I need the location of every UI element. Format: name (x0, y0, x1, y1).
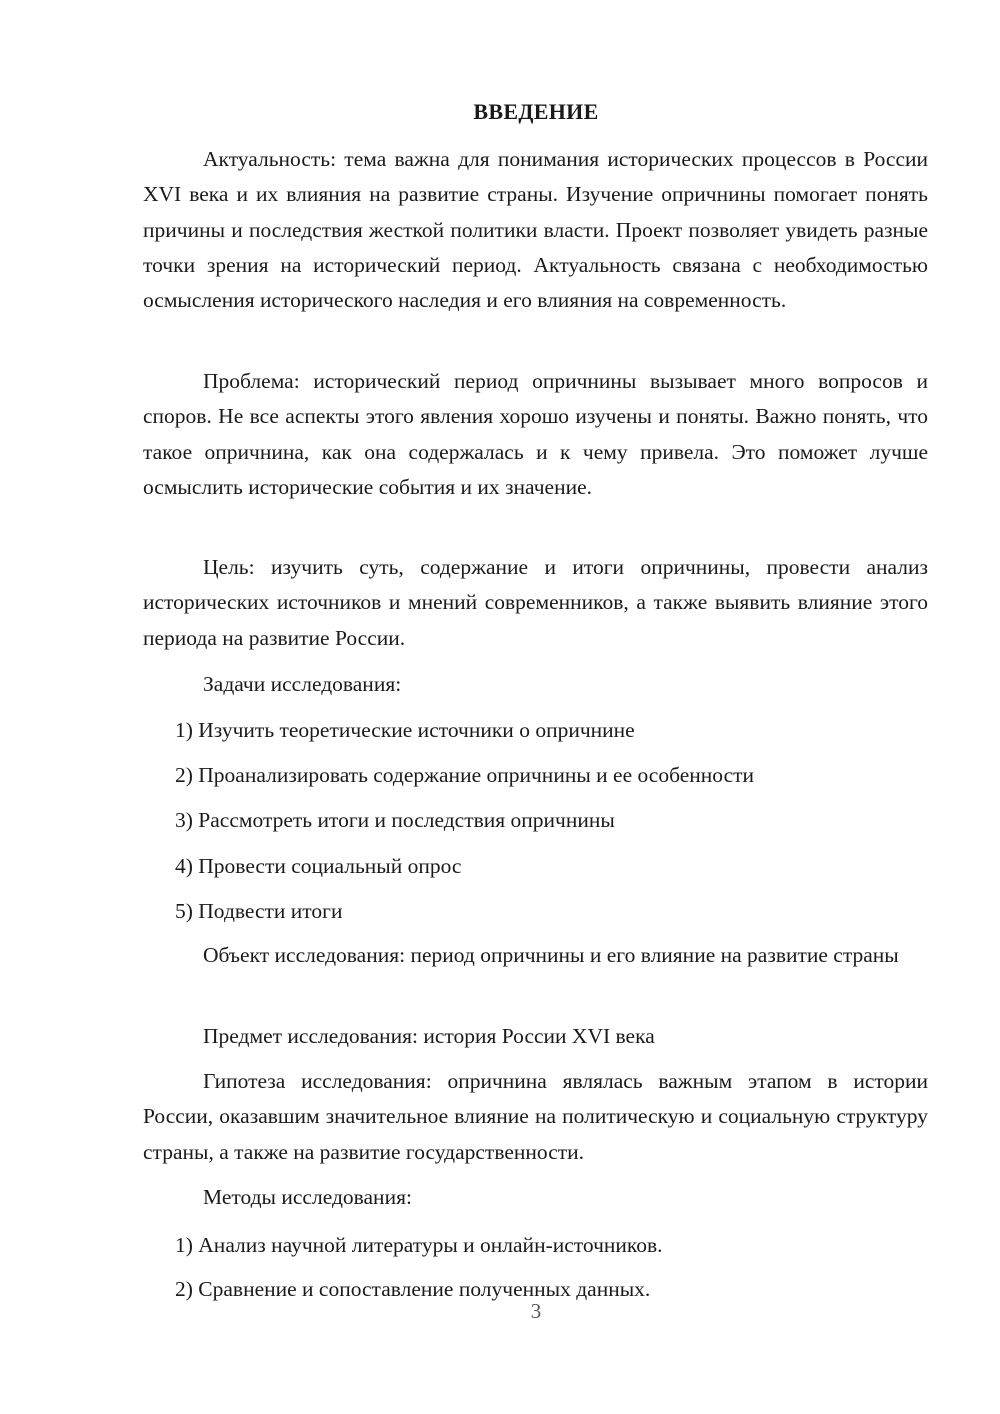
object-paragraph: Объект исследования: период опричнины и его влияние на развитие страны (203, 943, 899, 967)
methods-title: Методы исследования: (203, 1185, 412, 1209)
problem-paragraph: Проблема: исторический период опричнины вызывает много вопросов и споров. Не все аспекты этого явления хорошо изучены и поняты. Важно понять, что такое опричнина, как она содержалась и к чему привела. Это поможет лучше осмыслить исторические события и их значение. (143, 369, 928, 499)
method-item-1: 1) Анализ научной литературы и онлайн-источников. (175, 1233, 663, 1257)
relevance-paragraph: Актуальность: тема важна для понимания исторических процессов в России XVI века и их влияния на развитие страны. Изучение опричнины помогает понять причины и последствия жесткой политики власти. Проект позволяет увидеть разные точки зрения на исторический период. Актуальность связана с необходимостью осмысления исторического наследия и его влияния на современность. (143, 147, 928, 313)
task-item-2: 2) Проанализировать содержание опричнины и ее особенности (175, 763, 755, 787)
goal-paragraph: Цель: изучить суть, содержание и итоги опричнины, провести анализ исторических источников и мнений современников, а также выявить влияние этого периода на развитие России. (143, 555, 928, 650)
tasks-title: Задачи исследования: (203, 672, 402, 696)
method-item-2: 2) Сравнение и сопоставление полученных данных. (175, 1277, 651, 1301)
page-number: 3 (530, 1299, 542, 1323)
section-heading: ВВЕДЕНИЕ (473, 99, 599, 124)
task-item-5: 5) Подвести итоги (175, 899, 343, 923)
hypothesis-paragraph: Гипотеза исследования: опричнина являлась важным этапом в истории России, оказавшим значительное влияние на политическую и социальную структуру страны, а также на развитие государственности. (143, 1069, 928, 1164)
task-item-3: 3) Рассмотреть итоги и последствия опричнины (175, 808, 615, 832)
task-item-4: 4) Провести социальный опрос (175, 854, 462, 878)
subject-paragraph: Предмет исследования: история России XVI века (203, 1024, 655, 1048)
task-item-1: 1) Изучить теоретические источники о опричнине (175, 718, 635, 742)
